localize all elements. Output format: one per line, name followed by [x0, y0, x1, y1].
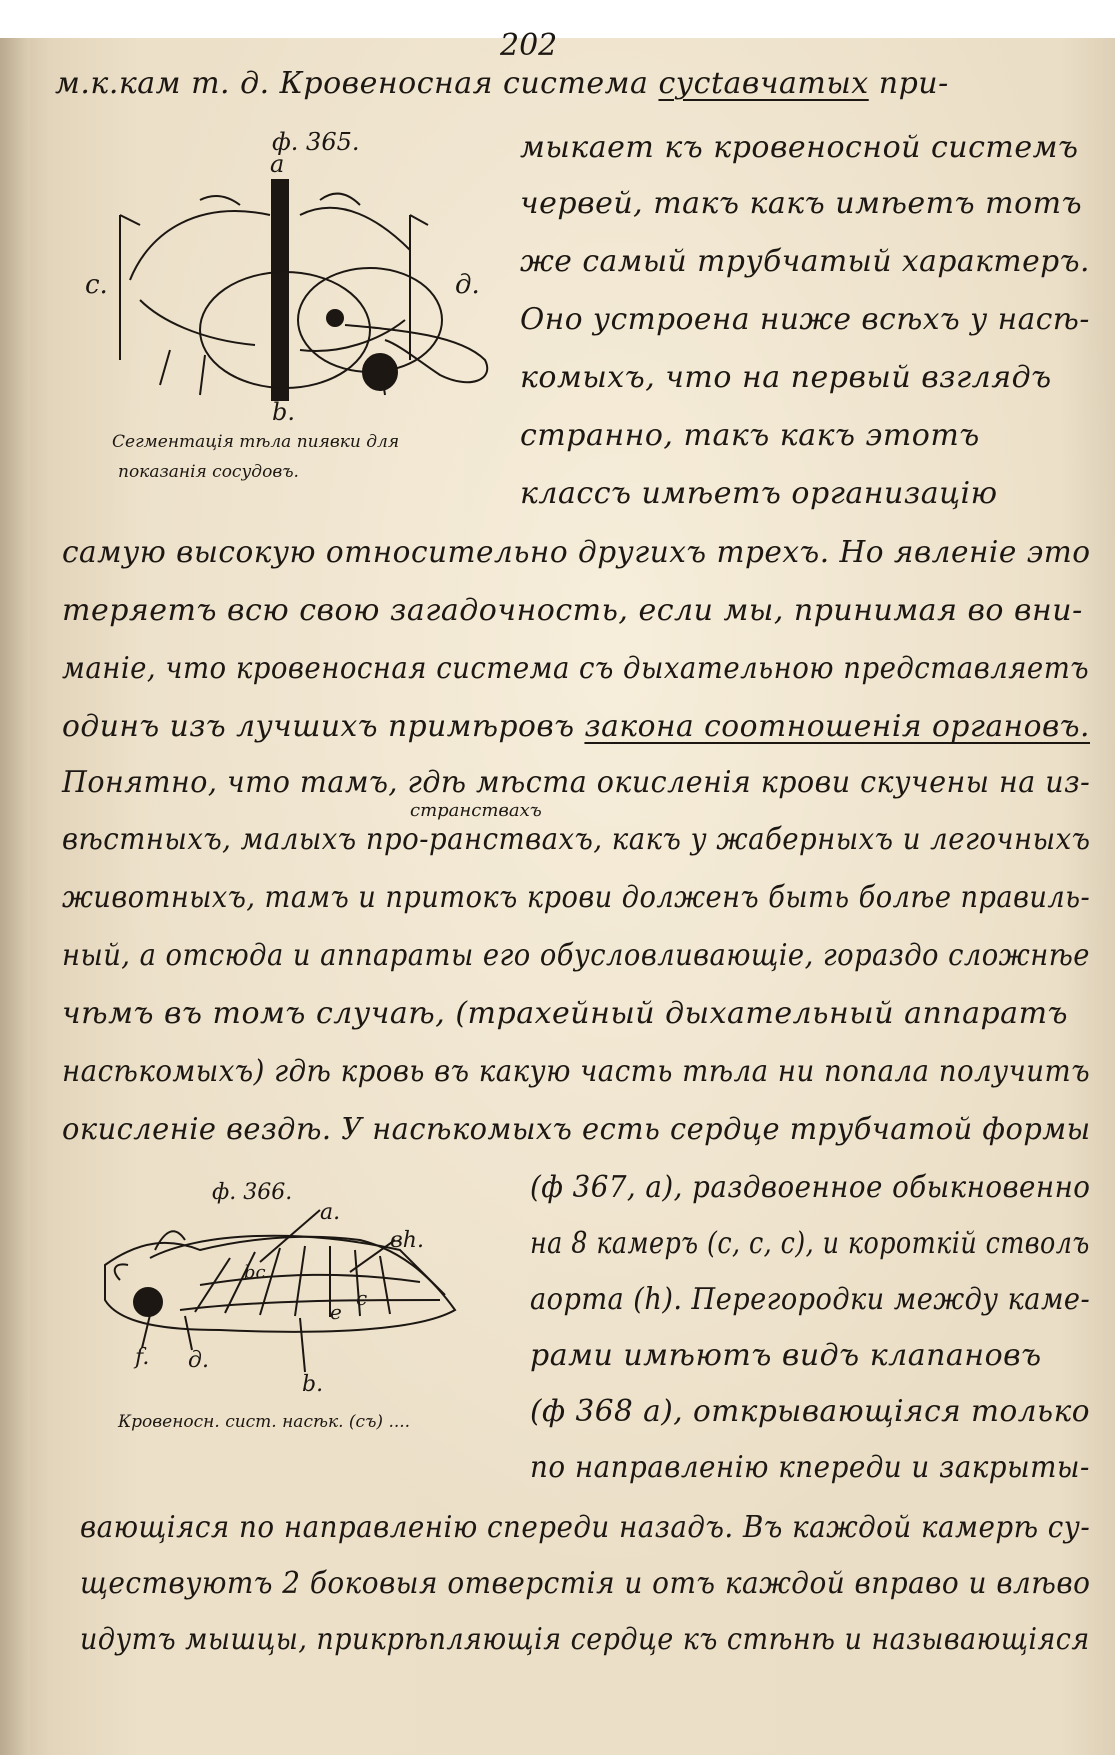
text-line-12: одинъ изъ лучшихъ примѣровъ закона соотношенія органовъ.	[62, 709, 1090, 744]
figure-366-label-vh: вh.	[390, 1228, 424, 1253]
figure-365-label-d: д.	[455, 270, 480, 300]
figure-366-label-c: с	[356, 1286, 368, 1310]
text-line-4: же самый трубчатый характеръ.	[520, 244, 1090, 279]
text-line-19: окисленіе вездѣ. У насѣкомыхъ есть сердце трубчатой формы	[62, 1112, 1091, 1147]
text-line-11: маніе, что кровеносная система съ дыхательною представляетъ	[62, 651, 1090, 686]
figure-365-label-b: b.	[272, 398, 295, 426]
text-line-7: странно, такъ какъ этотъ	[520, 418, 980, 453]
text-line-10: теряетъ всю свою загадочность, если мы, принимая во вни-	[62, 593, 1083, 628]
text-line-3: червей, такъ какъ имѣетъ тотъ	[520, 186, 1083, 221]
figure-365-label-a: а	[270, 150, 285, 178]
text-line-17: чѣмъ въ томъ случаѣ, (трахейный дыхательный аппаратъ	[62, 996, 1069, 1031]
figure-366-label-d: д.	[188, 1348, 209, 1373]
text-line-8: классъ имѣетъ организацію	[520, 476, 998, 511]
text-line-22: аорта (h). Перегородки между каме-	[530, 1282, 1091, 1317]
text-line-2: мыкает къ кровеносной системъ	[520, 130, 1079, 165]
figure-365-caption-line-2: показанія сосудовъ.	[118, 462, 299, 482]
text-line-9: самую высокую относительно другихъ трехъ. Но явленіе это	[62, 535, 1091, 570]
figure-366-label-e: e	[330, 1300, 342, 1324]
text-line-18: насѣкомыхъ) гдѣ кровь въ какую часть тѣла ни попала получитъ	[62, 1054, 1091, 1089]
text-line-23: рами имѣютъ видъ клапановъ	[530, 1338, 1042, 1373]
text-line-26: вающіяся по направленію спереди назадъ. Въ каждой камерѣ су-	[80, 1510, 1091, 1545]
text-line-5: Оно устроена ниже всѣхъ у насѣ-	[520, 302, 1090, 337]
figure-366-label-f: f.	[135, 1345, 150, 1370]
text-line-6: комыхъ, что на первый взглядъ	[520, 360, 1052, 395]
text-line-15: животныхъ, тамъ и притокъ крови долженъ быть болѣе правиль-	[62, 880, 1091, 915]
figure-365-title: ф. 365.	[272, 128, 360, 156]
text-line-13: Понятно, что тамъ, гдѣ мѣста окисленія крови скучены на из-	[62, 765, 1091, 800]
text-line-25: по направленію кпереди и закрыты-	[530, 1450, 1090, 1485]
text-line-27: ществуютъ 2 боковыя отверстія и отъ каждой вправо и влѣво	[80, 1566, 1091, 1601]
text-line-14-insertion: странствахъ	[410, 800, 542, 821]
text-line-20: (ф 367, а), раздвоенное обыкновенно	[530, 1170, 1091, 1205]
text-line-1: м.к.кам т. д. Кровеносная система сусtавчатых при-	[55, 66, 949, 101]
page-number: 202	[500, 28, 558, 63]
text-line-21: на 8 камеръ (с, с, с), и короткій стволъ	[530, 1226, 1090, 1261]
text-line-24: (ф 368 а), открывающіяся только	[530, 1394, 1091, 1429]
text-line-28: идутъ мышцы, прикрѣпляющія сердце къ стѣнѣ и называющіяся	[80, 1622, 1090, 1657]
figure-366-caption: Кровеносн. сист. насѣк. (съ) ....	[118, 1412, 411, 1432]
text-line-14: вѣстныхъ, малыхъ про-ранствахъ, какъ у жаберныхъ и легочныхъ	[62, 822, 1091, 857]
underlined-law: закона соотношенія органовъ.	[584, 709, 1090, 744]
figure-366-label-a: а.	[320, 1200, 341, 1225]
figure-366-label-b: b.	[302, 1372, 324, 1397]
figure-366-title: ф. 366.	[212, 1180, 293, 1205]
figure-366-label-bc: bс	[244, 1262, 266, 1283]
figure-365-label-c: с.	[85, 270, 108, 300]
text-line-16: ный, а отсюда и аппараты его обусловливающіе, гораздо сложнѣе	[62, 938, 1090, 973]
figure-365-caption-line-1: Сегментація тѣла пиявки для	[112, 432, 400, 452]
underlined-term: сусtавчатых	[658, 66, 869, 101]
